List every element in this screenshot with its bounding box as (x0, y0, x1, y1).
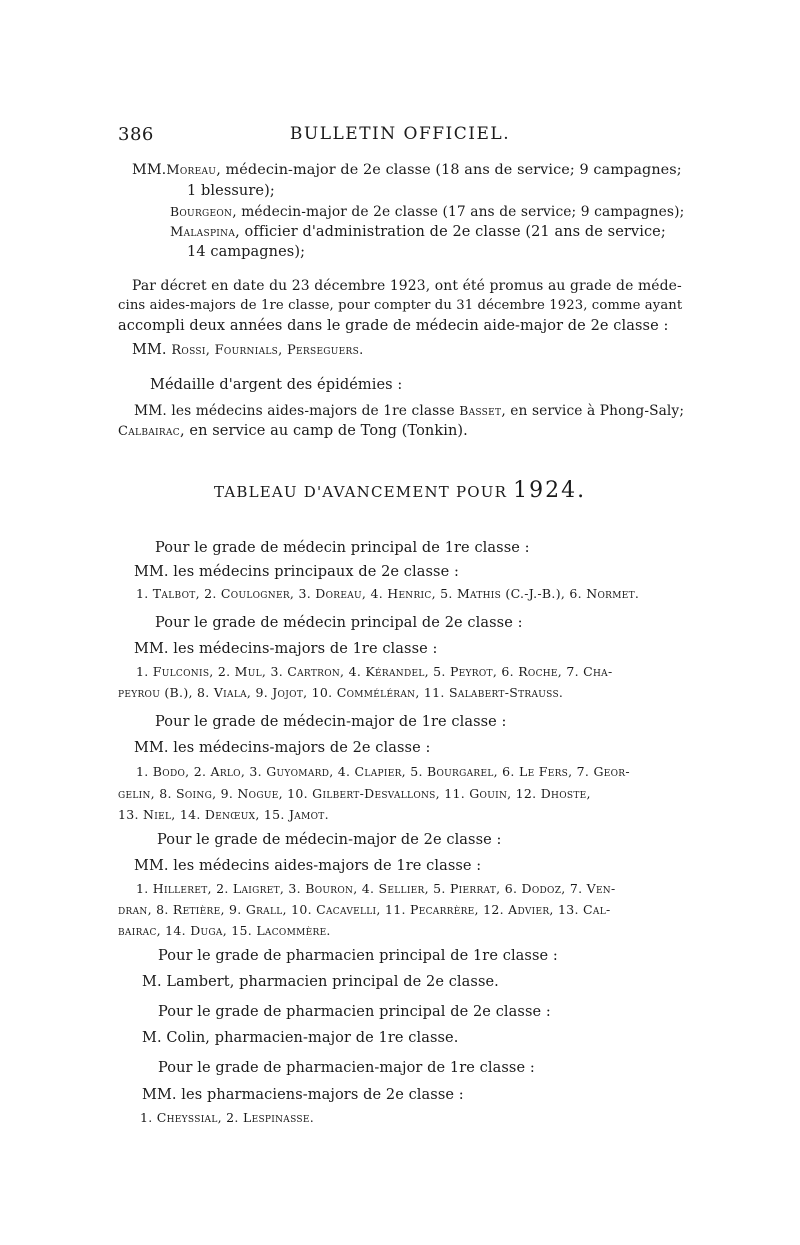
section-1-list: 1. Talbot, 2. Coulogner, 3. Doreau, 4. Henric, 5. Mathis (C.-J.-B.), 6. Normet. (136, 586, 640, 601)
decree-names-list: Rossi, Fournials, Perseguers. (171, 343, 364, 358)
decree-line-3: accompli deux années dans le grade de médecin aide-major de 2e classe : (118, 318, 669, 334)
section-2-sub: MM. les médecins-majors de 1re classe : (134, 641, 438, 657)
section-3-list-2: gelin, 8. Soing, 9. Nogue, 10. Gilbert-Desvallons, 11. Gouin, 12. Dhoste, (118, 786, 591, 801)
intro-line-4-rest: , officier d'administration de 2e classe (21 ans de service; (235, 224, 666, 240)
section-2-list-1: 1. Fulconis, 2. Mul, 3. Cartron, 4. Kérandel, 5. Peyrot, 6. Roche, 7. Cha- (136, 664, 613, 679)
intro-line-3 (170, 202, 684, 222)
decree-line-1: Par décret en date du 23 décembre 1923, ont été promus au grade de méde- (132, 278, 682, 294)
section-4-list-1: 1. Hilleret, 2. Laigret, 3. Bouron, 4. Sellier, 5. Pierrat, 6. Dodoz, 7. Ven- (136, 881, 616, 896)
tableau-heading (0, 478, 800, 503)
decree-line-2: cins aides-majors de 1re classe, pour compter du 31 décembre 1923, comme ayant (118, 298, 683, 313)
tableau-heading-year: 1924. (513, 478, 587, 503)
section-5-sub: M. Lambert, pharmacien principal de 2e classe. (142, 974, 499, 990)
section-7-sub: MM. les pharmaciens-majors de 2e classe : (142, 1087, 464, 1103)
medal-line-1-b: , en service à Phong-Saly; (501, 403, 685, 419)
section-4-sub: MM. les médecins aides-majors de 1re classe : (134, 858, 482, 874)
medal-line-1 (134, 401, 684, 421)
section-3-title: Pour le grade de médecin-major de 1re classe : (155, 714, 507, 730)
section-6-title: Pour le grade de pharmacien principal de 2e classe : (158, 1004, 551, 1020)
officer-name-bourgeon: Bourgeon (170, 205, 233, 219)
intro-line-3-rest: , médecin-major de 2e classe (17 ans de service; 9 campagnes); (232, 204, 685, 220)
officer-name-basset: Basset (459, 404, 502, 418)
officer-name-moreau: Moreau (166, 163, 217, 178)
decree-names-prefix: MM. (132, 342, 167, 358)
section-1-sub: MM. les médecins principaux de 2e classe : (134, 564, 459, 580)
medal-line-2-b: , en service au camp de Tong (Tonkin). (179, 423, 468, 439)
medal-line-1-a: MM. les médecins aides-majors de 1re classe (134, 403, 455, 419)
medal-line-2 (118, 421, 468, 442)
intro-line-2: 1 blessure); (187, 183, 275, 199)
decree-names (132, 340, 364, 361)
intro-line-5: 14 campagnes); (187, 244, 306, 260)
medal-title: Médaille d'argent des épidémies : (150, 377, 403, 393)
section-2-title: Pour le grade de médecin principal de 2e classe : (155, 615, 523, 631)
section-3-sub: MM. les médecins-majors de 2e classe : (134, 740, 431, 756)
section-4-title: Pour le grade de médecin-major de 2e classe : (157, 832, 502, 848)
intro-line-1-rest: , médecin-major de 2e classe (18 ans de service; 9 campagnes; (216, 162, 682, 178)
officer-name-malaspina: Malaspina (170, 225, 236, 240)
section-6-sub: M. Colin, pharmacien-major de 1re classe. (142, 1030, 459, 1046)
officer-name-calbairac: Calbairac (118, 424, 180, 439)
page-header-title: BULLETIN OFFICIEL. (289, 124, 511, 144)
intro-line-1 (132, 160, 682, 181)
section-4-list-2: dran, 8. Retière, 9. Grall, 10. Cacavelli, 11. Pecarrère, 12. Advier, 13. Cal- (118, 902, 611, 917)
section-7-list: 1. Cheyssial, 2. Lespinasse. (140, 1110, 315, 1125)
section-4-list-3: bairac, 14. Duga, 15. Lacommère. (118, 923, 331, 938)
section-3-list-1: 1. Bodo, 2. Arlo, 3. Guyomard, 4. Clapier, 5. Bourgarel, 6. Le Fers, 7. Geor- (136, 764, 630, 779)
section-3-list-3: 13. Niel, 14. Denœux, 15. Jamot. (118, 807, 329, 822)
page-number: 386 (118, 124, 154, 145)
intro-line-4 (170, 222, 666, 243)
section-2-list-2: peyrou (B.), 8. Viala, 9. Jojot, 10. Comméléran, 11. Salabert-Strauss. (118, 685, 564, 700)
section-1-title: Pour le grade de médecin principal de 1re classe : (155, 540, 530, 556)
tableau-heading-text: TABLEAU D'AVANCEMENT POUR (213, 483, 508, 501)
mm-prefix: MM. (132, 162, 167, 178)
section-5-title: Pour le grade de pharmacien principal de 1re classe : (158, 948, 558, 964)
section-7-title: Pour le grade de pharmacien-major de 1re classe : (158, 1060, 535, 1076)
